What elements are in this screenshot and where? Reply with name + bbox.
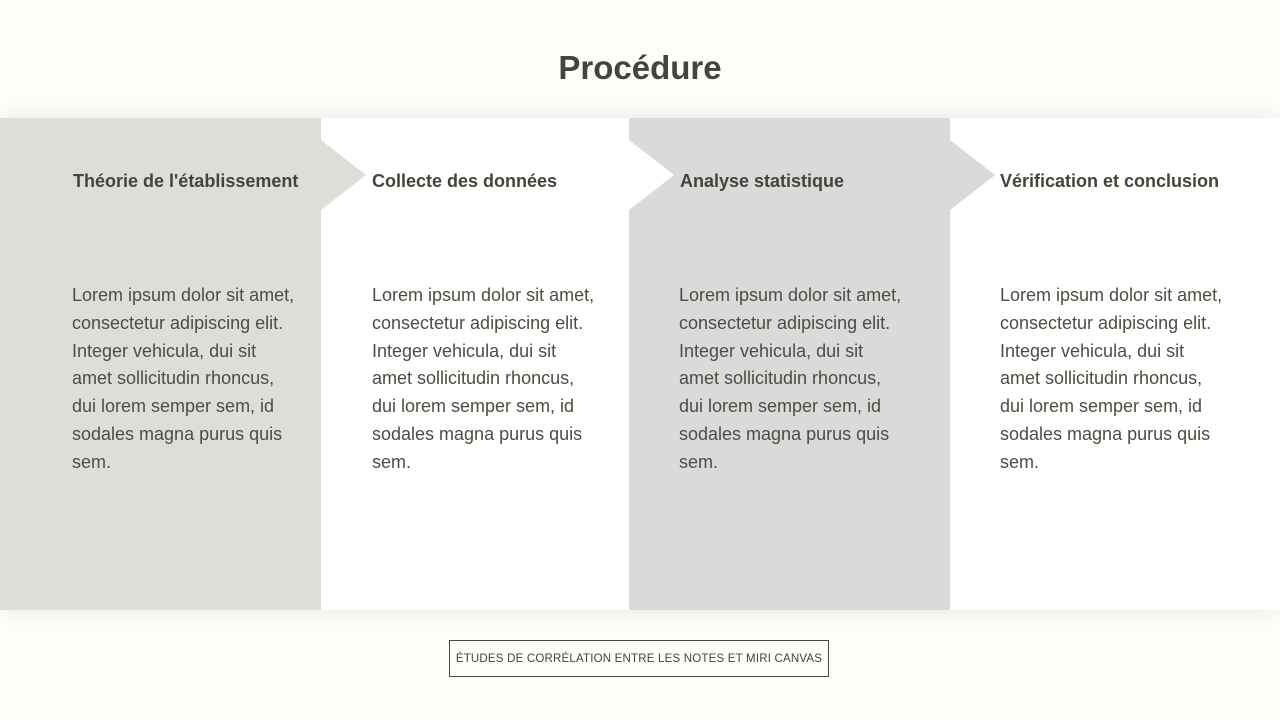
step-4-body: Lorem ipsum dolor sit amet, consectetur adipiscing elit. Integer vehicula, dui sit amet sollicitudin rhoncus, dui lorem semper sem, id sodales magna purus quis sem. [1000,285,1223,472]
step-1-heading: Théorie de l'établissement [73,171,299,191]
step-3-notch-icon [629,140,674,210]
step-panel-3 [629,118,950,610]
step-3-heading: Analyse statistique [680,171,845,191]
step-panel-4 [995,118,1280,610]
process-steps [0,118,1280,610]
step-3-arrow-icon [950,140,995,210]
footer-caption: ÉTUDES DE CORRÉLATION ENTRE LES NOTES ET MIRI CANVAS [449,640,829,677]
step-3-body: Lorem ipsum dolor sit amet, consectetur adipiscing elit. Integer vehicula, dui sit amet sollicitudin rhoncus, dui lorem semper sem, id sodales magna purus quis sem. [679,285,902,472]
step-1-body: Lorem ipsum dolor sit amet, consectetur adipiscing elit. Integer vehicula, dui sit amet sollicitudin rhoncus, dui lorem semper sem, id sodales magna purus quis sem. [72,285,295,472]
step-4-heading: Vérification et conclusion [1000,171,1220,191]
page-title: Procédure [558,49,722,86]
step-2-body: Lorem ipsum dolor sit amet, consectetur adipiscing elit. Integer vehicula, dui sit amet sollicitudin rhoncus, dui lorem semper sem, id sodales magna purus quis sem. [372,285,595,472]
step-1-arrow-icon [321,140,366,210]
step-panel-2 [366,118,629,610]
step-panel-1 [0,118,321,610]
step-2-heading: Collecte des données [372,171,558,191]
